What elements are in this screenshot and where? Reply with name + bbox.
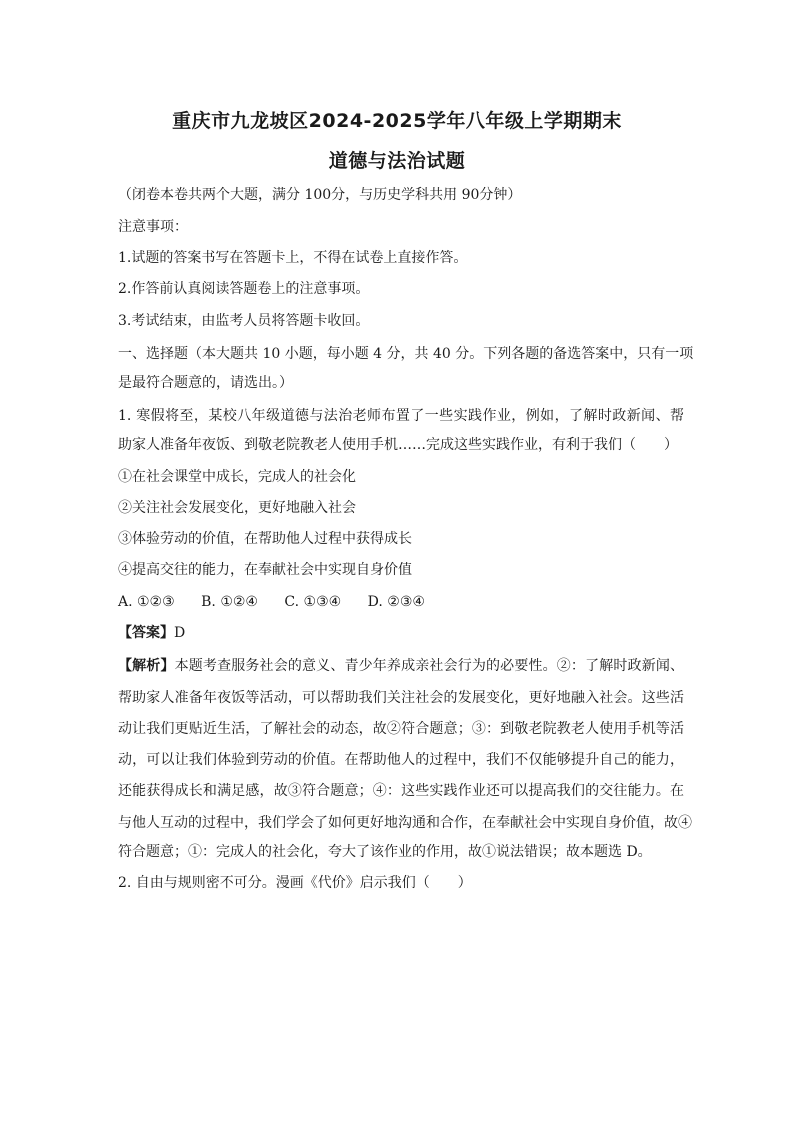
q1-statement: ②关注社会发展变化，更好地融入社会 [118, 500, 356, 516]
q1-option-a: A. ①②③ [118, 594, 175, 610]
q1-statement: ③体验劳动的价值，在帮助他人过程中获得成长 [118, 531, 412, 547]
q1-option-d: D. ②③④ [367, 594, 425, 610]
exam-title: 重庆市九龙坡区2024-2025学年八年级上学期期末 [172, 110, 622, 132]
q1-stem: 1. 寒假将至，某校八年级道德与法治老师布置了一些实践作业，例如，了解时政新闻、帮 [118, 408, 684, 424]
q1-options [118, 593, 447, 611]
notice-item: 1.试题的答案书写在答题卡上，不得在试卷上直接作答。 [118, 250, 468, 266]
analysis-text: 本题考查服务社会的意义、青少年养成亲社会行为的必要性。②：了解时政新闻、 [174, 658, 685, 674]
q2-stem: 2. 自由与规则密不可分。漫画《代价》启示我们（ ） [118, 875, 472, 891]
q1-answer [118, 624, 185, 642]
section1-intro-cont: 是最符合题意的，请选出。） [118, 375, 293, 391]
q1-analysis-line: 动，可以让我们体验到劳动的价值。在帮助他人的过程中，我们不仅能够提升自己的能力， [118, 752, 684, 768]
section1-intro: 一、选择题（本大题共 10 小题，每小题 4 分，共 40 分。下列各题的备选答案中，只有一项 [118, 346, 694, 362]
q1-statement: ④提高交往的能力，在奉献社会中实现自身价值 [118, 562, 412, 578]
notice-item: 2.作答前认真阅读答题卷上的注意事项。 [118, 281, 370, 297]
q1-analysis-line [118, 655, 684, 675]
notice-item: 3.考试结束，由监考人员将答题卡收回。 [118, 313, 370, 329]
q1-analysis-line: 动让我们更贴近生活，了解社会的动态，故②符合题意；③：到敬老院教老人使用手机等活 [118, 721, 684, 737]
exam-subtitle: 道德与法治试题 [328, 150, 466, 172]
analysis-label: 【解析】 [118, 658, 175, 674]
q1-option-c: C. ①③④ [284, 594, 342, 610]
exam-note: （闭卷本卷共两个大题，满分 100分，与历史学科共用 90分钟） [118, 187, 522, 203]
q1-analysis-line: 与他人互动的过程中，我们学会了如何更好地沟通和合作，在奉献社会中实现自身价值，故④ [118, 815, 692, 831]
q1-analysis-line: 帮助家人准备年夜饭等活动，可以帮助我们关注社会的发展变化，更好地融入社会。这些活 [118, 690, 684, 706]
q1-option-b: B. ①②④ [201, 594, 258, 610]
q1-analysis-line: 符合题意；①：完成人的社会化，夸大了该作业的作用，故①说法错误；故本题选 D。 [118, 844, 652, 860]
q1-stem-cont: 助家人准备年夜饭、到敬老院教老人使用手机……完成这些实践作业，有利于我们（ ） [118, 437, 678, 453]
answer-label: 【答案】 [118, 625, 174, 641]
q1-analysis-line: 还能获得成长和满足感，故③符合题意；④：这些实践作业还可以提高我们的交往能力。在 [118, 783, 684, 799]
answer-value: D [174, 625, 186, 641]
q1-statement: ①在社会课堂中成长，完成人的社会化 [118, 469, 356, 485]
notice-heading: 注意事项： [118, 219, 188, 235]
